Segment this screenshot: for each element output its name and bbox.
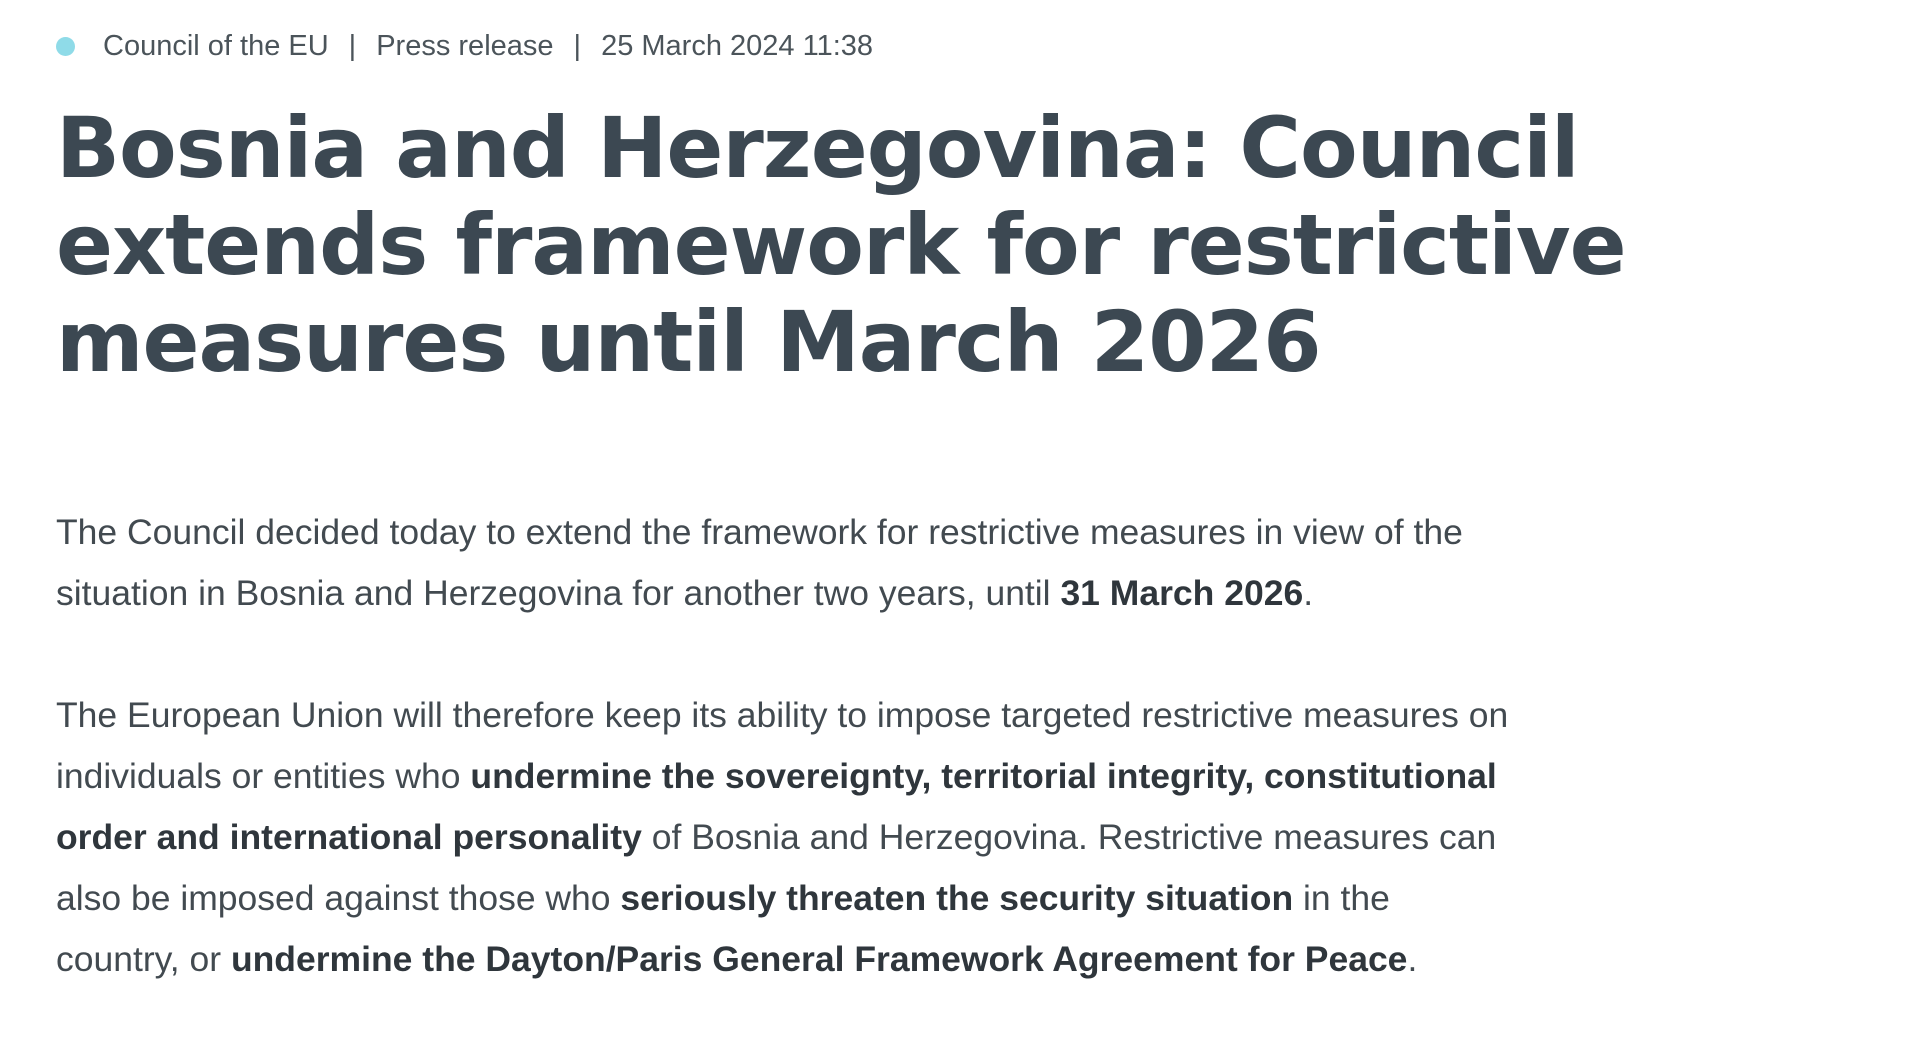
paragraph-text: . <box>1407 939 1418 979</box>
paragraph-bold-text: seriously threaten the security situation <box>620 878 1294 918</box>
paragraph-text: The Council decided today to extend the framework for restrictive measures in view of the situation in Bosnia and Herzegovina for another two years, until <box>56 512 1463 613</box>
meta-separator: | <box>573 29 582 62</box>
meta-separator: | <box>348 29 357 62</box>
paragraph-text: in the country, or <box>56 878 1390 979</box>
paragraph-text: . <box>1303 573 1314 613</box>
paragraph-bold-text: 31 March 2026 <box>1060 573 1304 613</box>
release-datetime: 25 March 2024 11:38 <box>601 29 874 62</box>
article-body <box>56 502 1516 1051</box>
paragraph-bold-text: undermine the Dayton/Paris General Framework Agreement for Peace <box>230 939 1408 979</box>
paragraph-text: of Bosnia and Herzegovina. Restrictive measures can also be imposed against those who <box>56 817 1497 918</box>
release-type-label: Press release <box>376 29 554 62</box>
source-label: Council of the EU <box>103 29 329 62</box>
paragraph <box>56 502 1516 624</box>
paragraph <box>56 685 1516 990</box>
article-meta <box>56 28 873 64</box>
page-title: Bosnia and Herzegovina: Council extends framework for restrictive measures until March 2026 <box>56 99 1626 391</box>
bullet-dot-icon <box>56 37 75 56</box>
paragraph-text: The European Union will therefore keep its ability to impose targeted restrictive measures on individuals or entities who <box>56 695 1509 796</box>
paragraph-bold-text: undermine the sovereignty, territorial integrity, constitutional order and international personality <box>56 756 1497 857</box>
